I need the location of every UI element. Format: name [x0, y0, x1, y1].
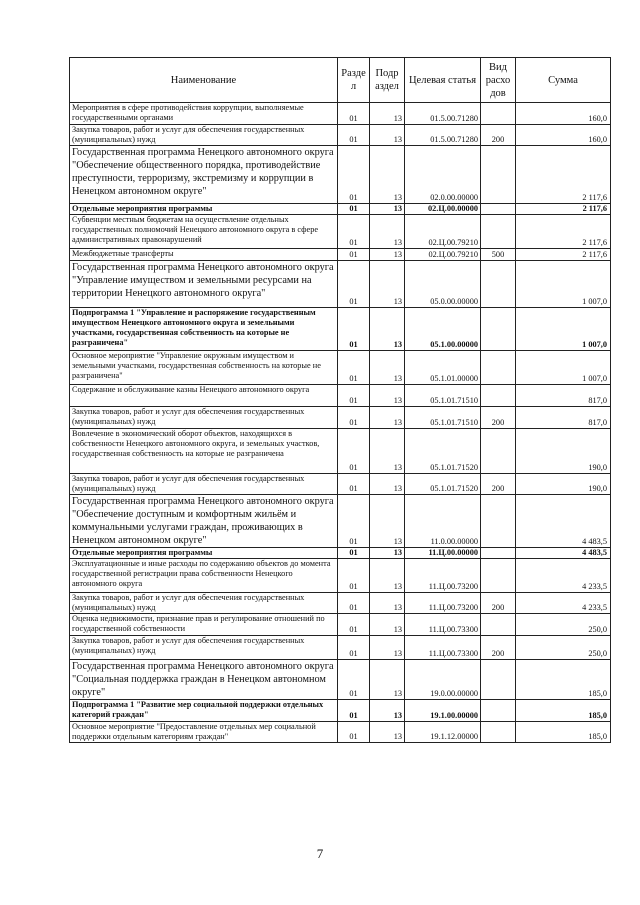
- row-sum: 4 233,5: [516, 593, 611, 614]
- row-name: Мероприятия в сфере противодействия коррупции, выполняемые государственными органами: [70, 103, 338, 125]
- row-target: 19.0.00.00000: [405, 660, 481, 700]
- row-name: Содержание и обслуживание казны Ненецкого автономного округа: [70, 385, 338, 407]
- row-podrazdel: 13: [370, 125, 405, 146]
- row-vid: 200: [481, 407, 516, 429]
- table-row: [70, 429, 611, 474]
- table-row: [70, 700, 611, 722]
- row-podrazdel: 13: [370, 249, 405, 261]
- row-sum: 190,0: [516, 429, 611, 474]
- row-sum: 4 483,5: [516, 548, 611, 559]
- row-vid: [481, 215, 516, 249]
- row-target: 05.1.00.00000: [405, 308, 481, 351]
- row-razdel: 01: [338, 204, 370, 215]
- table-row: [70, 261, 611, 308]
- row-name: Основное мероприятие "Предоставление отдельных мер социальной поддержки отдельным категориям граждан": [70, 722, 338, 743]
- row-razdel: 01: [338, 215, 370, 249]
- row-podrazdel: 13: [370, 103, 405, 125]
- table-row: [70, 474, 611, 495]
- row-name: Отдельные мероприятия программы: [70, 204, 338, 215]
- row-vid: 500: [481, 249, 516, 261]
- row-podrazdel: 13: [370, 351, 405, 385]
- row-target: 02.Ц.00.79210: [405, 249, 481, 261]
- row-sum: 2 117,6: [516, 204, 611, 215]
- row-name: Закупка товаров, работ и услуг для обеспечения государственных (муниципальных) нужд: [70, 474, 338, 495]
- row-sum: 4 233,5: [516, 559, 611, 593]
- row-podrazdel: 13: [370, 261, 405, 308]
- row-razdel: 01: [338, 385, 370, 407]
- row-vid: [481, 559, 516, 593]
- row-target: 11.Ц.00.73300: [405, 636, 481, 660]
- row-razdel: 01: [338, 474, 370, 495]
- row-vid: [481, 722, 516, 743]
- row-podrazdel: 13: [370, 548, 405, 559]
- row-target: 19.1.12.00000: [405, 722, 481, 743]
- table-row: [70, 385, 611, 407]
- table-row: [70, 215, 611, 249]
- row-razdel: 01: [338, 593, 370, 614]
- row-razdel: 01: [338, 614, 370, 636]
- row-vid: [481, 548, 516, 559]
- row-vid: [481, 103, 516, 125]
- row-target: 11.0.00.00000: [405, 495, 481, 548]
- row-sum: 2 117,6: [516, 249, 611, 261]
- row-podrazdel: 13: [370, 636, 405, 660]
- row-podrazdel: 13: [370, 593, 405, 614]
- row-sum: 190,0: [516, 474, 611, 495]
- table-row: [70, 614, 611, 636]
- row-sum: 4 483,5: [516, 495, 611, 548]
- row-target: 02.Ц.00.00000: [405, 204, 481, 215]
- table-row: [70, 146, 611, 204]
- row-podrazdel: 13: [370, 146, 405, 204]
- row-vid: [481, 429, 516, 474]
- row-target: 01.5.00.71280: [405, 103, 481, 125]
- row-sum: 817,0: [516, 385, 611, 407]
- row-vid: [481, 660, 516, 700]
- budget-table: [69, 57, 611, 743]
- row-name: Государственная программа Ненецкого автономного округа "Обеспечение доступным и комфортным жильём и коммунальными услугами граждан, проживающих в Ненецком автономном округе": [70, 495, 338, 548]
- row-sum: 817,0: [516, 407, 611, 429]
- row-razdel: 01: [338, 429, 370, 474]
- row-sum: 2 117,6: [516, 215, 611, 249]
- header-name: Наименование: [70, 58, 338, 103]
- row-razdel: 01: [338, 700, 370, 722]
- row-name: Государственная программа Ненецкого автономного округа "Управление имуществом и земельными ресурсами на территории Ненецкого автономного округа": [70, 261, 338, 308]
- table-row: [70, 249, 611, 261]
- row-razdel: 01: [338, 146, 370, 204]
- row-podrazdel: 13: [370, 700, 405, 722]
- row-target: 05.1.01.71510: [405, 385, 481, 407]
- row-name: Вовлечение в экономический оборот объектов, находящихся в собственности Ненецкого автономного округа, и земельных участков, государственная собственность на которые не разграничена: [70, 429, 338, 474]
- row-target: 11.Ц.00.73200: [405, 559, 481, 593]
- row-sum: 1 007,0: [516, 261, 611, 308]
- row-razdel: 01: [338, 548, 370, 559]
- row-target: 05.1.01.00000: [405, 351, 481, 385]
- row-razdel: 01: [338, 722, 370, 743]
- row-vid: 200: [481, 125, 516, 146]
- row-razdel: 01: [338, 559, 370, 593]
- row-sum: 250,0: [516, 636, 611, 660]
- row-vid: 200: [481, 593, 516, 614]
- row-name: Субвенции местным бюджетам на осуществление отдельных государственных полномочий Ненецкого автономного округа в сфере административных правонарушений: [70, 215, 338, 249]
- row-name: Закупка товаров, работ и услуг для обеспечения государственных (муниципальных) нужд: [70, 593, 338, 614]
- row-target: 11.Ц.00.73300: [405, 614, 481, 636]
- table-row: [70, 722, 611, 743]
- row-vid: [481, 700, 516, 722]
- row-razdel: 01: [338, 249, 370, 261]
- row-podrazdel: 13: [370, 559, 405, 593]
- row-name: Закупка товаров, работ и услуг для обеспечения государственных (муниципальных) нужд: [70, 636, 338, 660]
- row-sum: 160,0: [516, 125, 611, 146]
- row-podrazdel: 13: [370, 204, 405, 215]
- page-number: 7: [316, 846, 324, 861]
- row-vid: [481, 261, 516, 308]
- row-target: 05.1.01.71520: [405, 429, 481, 474]
- row-razdel: 01: [338, 660, 370, 700]
- header-vid: Вид расхо дов: [481, 58, 516, 103]
- row-podrazdel: 13: [370, 614, 405, 636]
- row-vid: [481, 385, 516, 407]
- table-row: [70, 351, 611, 385]
- row-razdel: 01: [338, 636, 370, 660]
- table-row: [70, 559, 611, 593]
- row-sum: 1 007,0: [516, 351, 611, 385]
- row-target: 11.Ц.00.73200: [405, 593, 481, 614]
- table-header-row: [70, 58, 611, 103]
- row-vid: [481, 308, 516, 351]
- row-razdel: 01: [338, 103, 370, 125]
- row-name: Основное мероприятие "Управление окружным имуществом и земельными участками, государственная собственность на которые не разграничена": [70, 351, 338, 385]
- row-podrazdel: 13: [370, 660, 405, 700]
- row-target: 05.1.01.71520: [405, 474, 481, 495]
- row-target: 19.1.00.00000: [405, 700, 481, 722]
- table-row: [70, 660, 611, 700]
- row-podrazdel: 13: [370, 429, 405, 474]
- row-target: 01.5.00.71280: [405, 125, 481, 146]
- row-razdel: 01: [338, 407, 370, 429]
- row-name: Подпрограмма 1 "Управление и распоряжение государственным имуществом Ненецкого автономного округа и земельными участками, государственная собственность на которые не разграничена": [70, 308, 338, 351]
- row-name: Государственная программа Ненецкого автономного округа "Социальная поддержка граждан в Ненецком автономном округе": [70, 660, 338, 700]
- row-sum: 185,0: [516, 700, 611, 722]
- row-vid: [481, 495, 516, 548]
- row-target: 02.0.00.00000: [405, 146, 481, 204]
- row-podrazdel: 13: [370, 385, 405, 407]
- row-target: 05.1.01.71510: [405, 407, 481, 429]
- row-name: Закупка товаров, работ и услуг для обеспечения государственных (муниципальных) нужд: [70, 407, 338, 429]
- row-sum: 1 007,0: [516, 308, 611, 351]
- row-sum: 250,0: [516, 614, 611, 636]
- row-name: Подпрограмма 1 "Развитие мер социальной поддержки отдельных категорий граждан": [70, 700, 338, 722]
- row-target: 05.0.00.00000: [405, 261, 481, 308]
- row-vid: 200: [481, 474, 516, 495]
- row-razdel: 01: [338, 125, 370, 146]
- row-podrazdel: 13: [370, 308, 405, 351]
- table-row: [70, 308, 611, 351]
- row-sum: 2 117,6: [516, 146, 611, 204]
- row-razdel: 01: [338, 495, 370, 548]
- row-sum: 160,0: [516, 103, 611, 125]
- table-row: [70, 103, 611, 125]
- row-sum: 185,0: [516, 722, 611, 743]
- table-row: [70, 548, 611, 559]
- row-podrazdel: 13: [370, 495, 405, 548]
- row-vid: [481, 614, 516, 636]
- row-razdel: 01: [338, 308, 370, 351]
- row-name: Закупка товаров, работ и услуг для обеспечения государственных (муниципальных) нужд: [70, 125, 338, 146]
- row-target: 11.Ц.00.00000: [405, 548, 481, 559]
- row-vid: [481, 204, 516, 215]
- header-target: Целевая статья: [405, 58, 481, 103]
- header-podrazdel: Подр аздел: [370, 58, 405, 103]
- table-row: [70, 495, 611, 548]
- table-row: [70, 636, 611, 660]
- row-target: 02.Ц.00.79210: [405, 215, 481, 249]
- row-name: Эксплуатационные и иные расходы по содержанию объектов до момента государственной регистрации права собственности Ненецкого автономного округа: [70, 559, 338, 593]
- table-row: [70, 407, 611, 429]
- row-name: Государственная программа Ненецкого автономного округа "Обеспечение общественного порядка, противодействие преступности, терроризму, экстремизму и коррупции в Ненецком автономном округе": [70, 146, 338, 204]
- table-row: [70, 125, 611, 146]
- row-razdel: 01: [338, 261, 370, 308]
- row-name: Межбюджетные трансферты: [70, 249, 338, 261]
- row-name: Отдельные мероприятия программы: [70, 548, 338, 559]
- row-vid: 200: [481, 636, 516, 660]
- row-podrazdel: 13: [370, 722, 405, 743]
- row-name: Оценка недвижимости, признание прав и регулирование отношений по государственной собственности: [70, 614, 338, 636]
- row-podrazdel: 13: [370, 215, 405, 249]
- row-sum: 185,0: [516, 660, 611, 700]
- row-podrazdel: 13: [370, 407, 405, 429]
- row-vid: [481, 146, 516, 204]
- row-vid: [481, 351, 516, 385]
- table-row: [70, 204, 611, 215]
- row-razdel: 01: [338, 351, 370, 385]
- row-podrazdel: 13: [370, 474, 405, 495]
- table-row: [70, 593, 611, 614]
- header-razdel: Разде л: [338, 58, 370, 103]
- header-sum: Сумма: [516, 58, 611, 103]
